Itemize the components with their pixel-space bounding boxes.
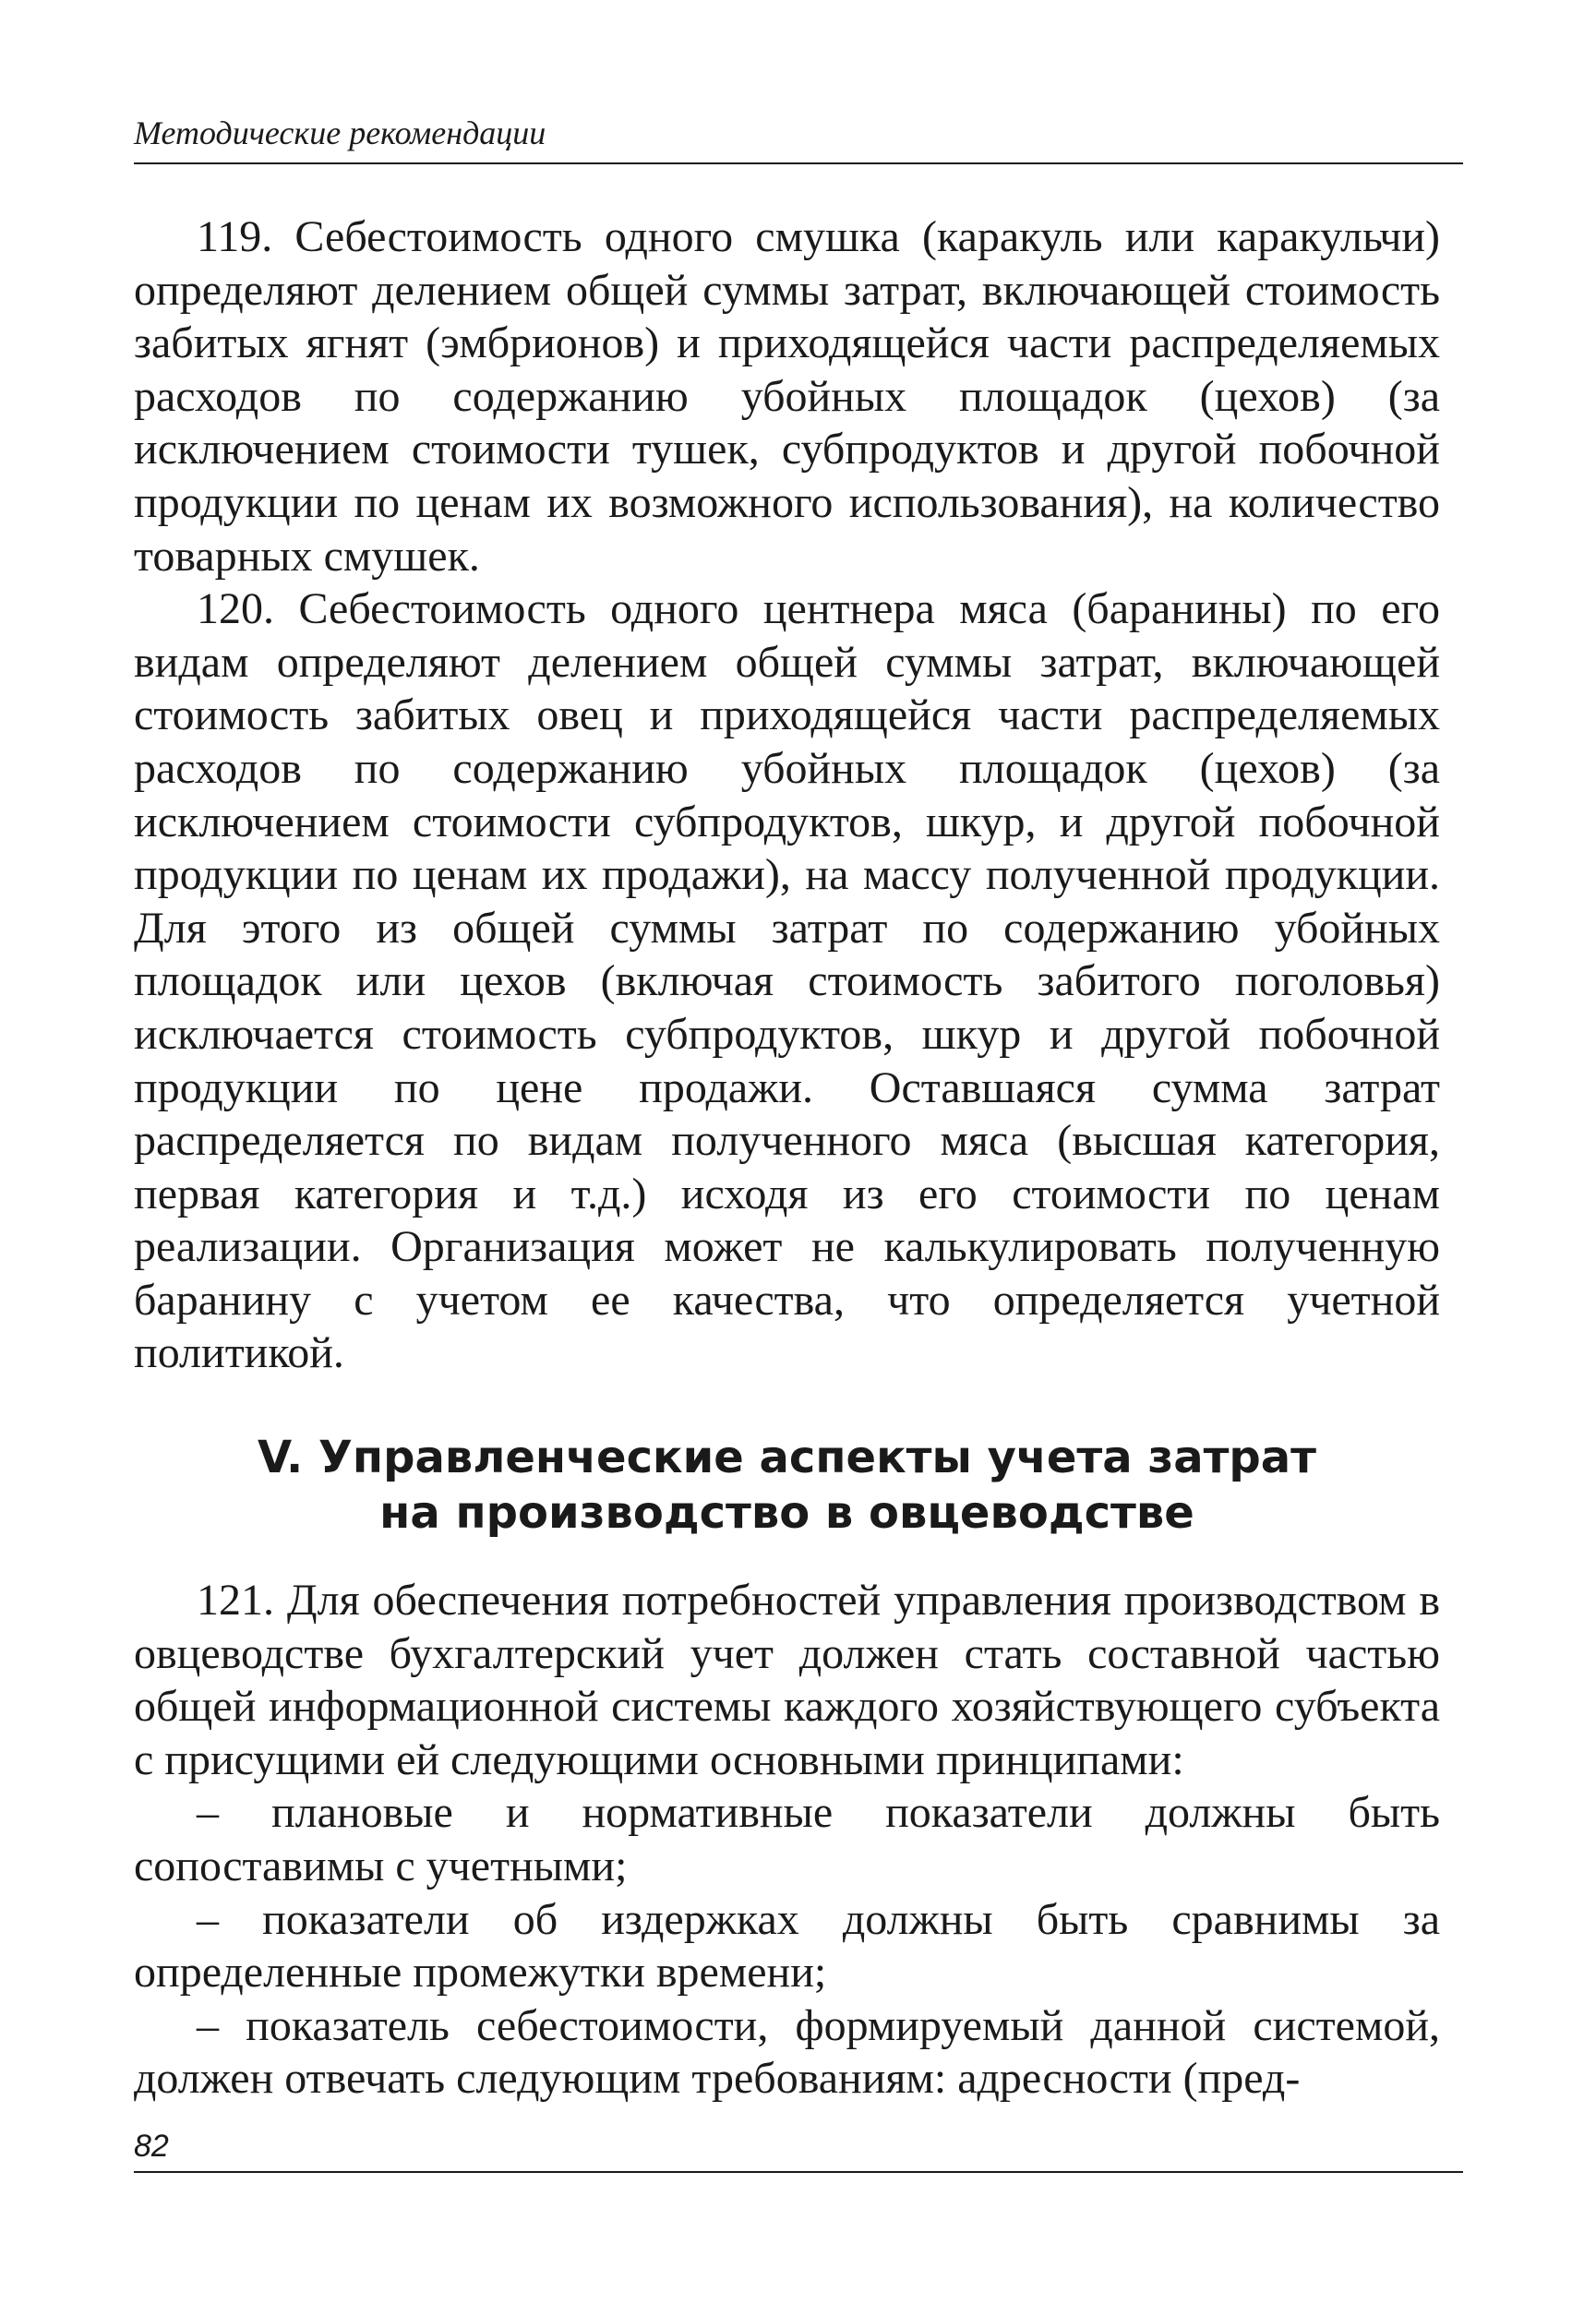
list-item-1: – плановые и нормативные показатели должны быть сопоставимы с учетными; — [134, 1788, 1440, 1891]
running-head: Методические рекомендации — [134, 114, 546, 151]
document-page — [134, 0, 1463, 2316]
page-number: 82 — [134, 2129, 169, 2164]
list-item-3: – показатель себестоимости, формируемый данной системой, должен отвечать следующим требованиям: адресности (пред- — [134, 2000, 1440, 2104]
list-item-2: – показатели об издержках должны быть сравнимы за определенные промежутки времени; — [134, 1894, 1440, 1998]
section-heading-line-2: на производство в овцеводстве — [379, 1487, 1194, 1540]
paragraph-121: 121. Для обеспечения потребностей управления производством в овцеводстве бухгалтерский учет должен стать составной частью общей информационной системы каждого хозяйствующего субъекта с присущими ей следующими основными принципами: — [134, 1576, 1440, 1784]
paragraph-119: 119. Себестоимость одного смушка (каракуль или каракульчи) определяют делением общей суммы затрат, включающей стоимость забитых ягнят (эмбрионов) и приходящейся части распределяемых расходов по содержанию убойных площадок (цехов) (за исключением стоимости тушек, субпродуктов и другой побочной продукции по ценам их возможного использования), на количество товарных смушек. — [134, 212, 1440, 581]
header-rule — [134, 162, 1463, 164]
section-heading — [134, 1430, 1440, 1541]
body-text — [134, 210, 1440, 2106]
footer-rule — [134, 2171, 1463, 2173]
section-heading-line-1: V. Управленческие аспекты учета затрат — [258, 1432, 1316, 1484]
paragraph-120: 120. Себестоимость одного центнера мяса (баранины) по его видам определяют делением общей суммы затрат, включающей стоимость забитых овец и приходящейся части распределяемых расходов по содержанию убойных площадок (цехов) (за исключением стоимости субпродуктов, шкур, и другой побочной продукции по ценам их продажи), на массу полученной продукции. Для этого из общей суммы затрат по содержанию убойных площадок или цехов (включая стоимость забитого поголовья) исключается стоимость субпродуктов, шкур и другой побочной продукции по цене продажи. Оставшаяся сумма затрат распределяется по видам полученного мяса (высшая категория, первая категория и т.д.) исходя из его стоимости по ценам реализации. Организация может не калькулировать полученную баранину с учетом ее качества, что определяется учетной политикой. — [134, 584, 1440, 1378]
